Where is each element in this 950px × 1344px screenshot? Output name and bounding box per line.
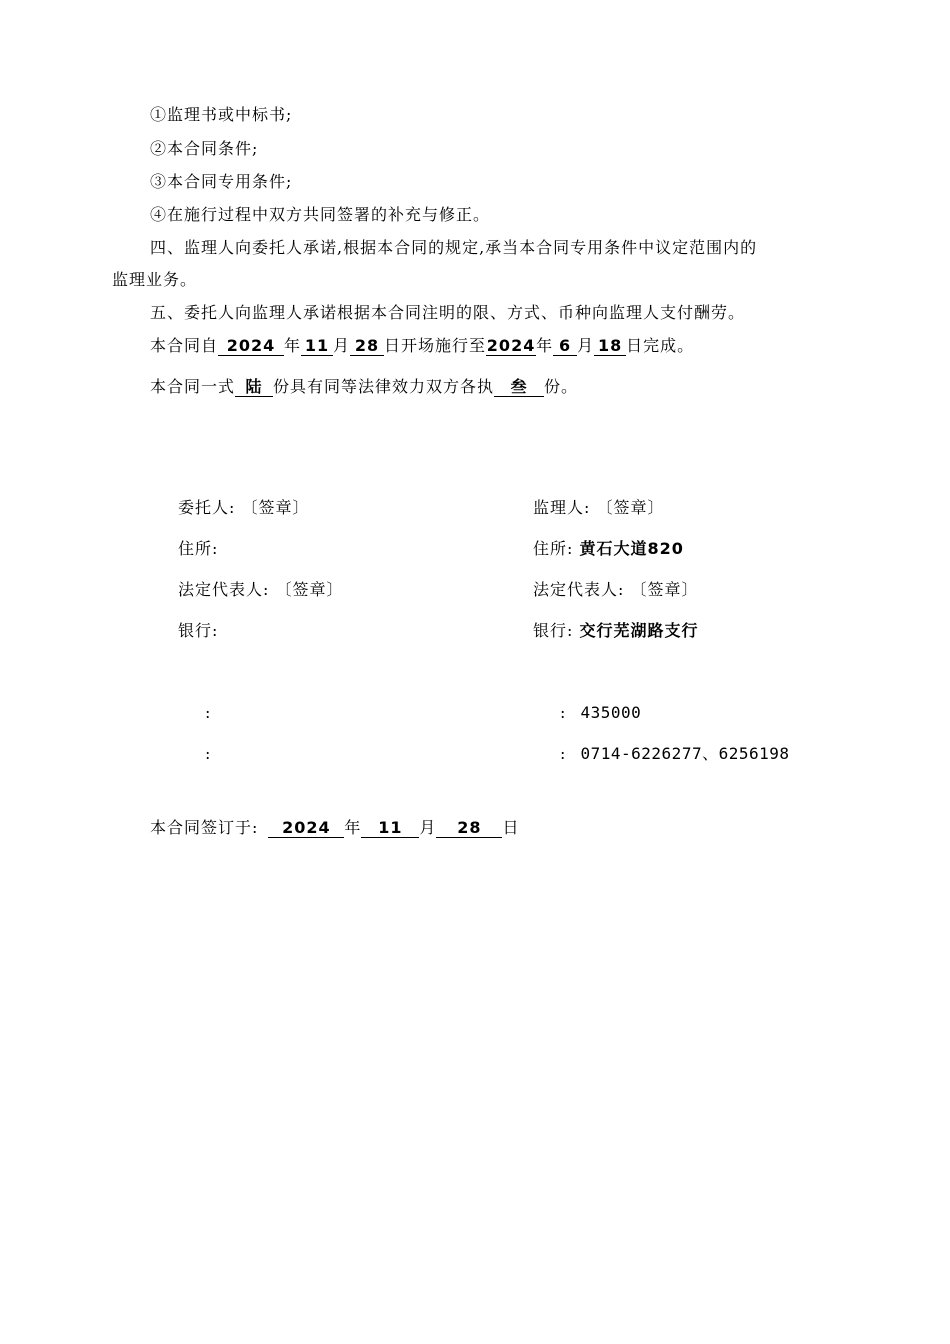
supervisor-signature-label: 监理人: 〔签章〕	[533, 498, 665, 517]
period-start-day: 28	[350, 337, 384, 356]
supervisor-postcode-label: :	[560, 703, 567, 722]
client-postcode-label: :	[205, 703, 212, 722]
copies-each: 叁	[494, 378, 544, 397]
signing-month: 11	[361, 819, 419, 838]
supervisor-bank-value: 交行芜湖路支行	[579, 621, 699, 640]
period-prefix: 本合同自	[150, 336, 219, 355]
signing-day-label: 日	[502, 818, 520, 837]
copies-total: 陆	[235, 378, 273, 397]
clause-4-line-2: 监理业务。	[112, 270, 198, 289]
period-end-month: 6	[553, 337, 577, 356]
supervisor-postcode	[560, 703, 641, 723]
period-year-label: 年	[284, 336, 302, 355]
supervisor-phone	[560, 744, 790, 764]
copies-mid: 份具有同等法律效力双方各执	[273, 377, 495, 396]
signing-day: 28	[436, 819, 502, 838]
supervisor-phone-label: :	[560, 744, 567, 763]
document-item-4: ④在施行过程中双方共同签署的补充与修正。	[150, 205, 491, 224]
period-mid: 日开场施行至	[384, 336, 487, 355]
supervisor-bank	[533, 621, 699, 641]
period-start-year: 2024	[218, 337, 284, 356]
clause-5: 五、委托人向监理人承诺根据本合同注明的限、方式、币种向监理人支付酬劳。	[150, 303, 746, 322]
document-item-2: ②本合同条件;	[150, 139, 259, 158]
client-phone-label: :	[205, 744, 212, 763]
client-rep-label: 法定代表人: 〔签章〕	[178, 580, 344, 599]
copies-suffix: 份。	[544, 377, 579, 396]
period-month-label-2: 月	[577, 336, 595, 355]
period-month-label: 月	[333, 336, 351, 355]
copies-prefix: 本合同一式	[150, 377, 236, 396]
period-start-month: 11	[301, 337, 333, 356]
supervisor-postcode-value: 435000	[580, 703, 642, 722]
supervisor-bank-label: 银行:	[533, 621, 574, 640]
supervisor-rep-label: 法定代表人: 〔签章〕	[533, 580, 699, 599]
client-address-label: 住所:	[178, 539, 219, 558]
supervisor-address-label: 住所:	[533, 539, 574, 558]
contract-copies	[150, 377, 578, 397]
document-item-1: ①监理书或中标书;	[150, 105, 293, 124]
signing-year: 2024	[268, 819, 344, 838]
signing-month-label: 月	[419, 818, 437, 837]
supervisor-phone-value: 0714-6226277、6256198	[580, 744, 790, 763]
period-end-day: 18	[594, 337, 626, 356]
supervisor-address-value: 黄石大道820	[579, 539, 684, 558]
signing-year-label: 年	[344, 818, 362, 837]
period-end-year: 2024	[486, 336, 536, 355]
supervisor-address	[533, 539, 684, 559]
clause-4-line-1: 四、监理人向委托人承诺,根据本合同的规定,承当本合同专用条件中议定范围内的	[150, 238, 758, 257]
period-year-label-2: 年	[536, 336, 554, 355]
contract-period	[150, 336, 694, 356]
signing-prefix: 本合同签订于:	[150, 818, 259, 837]
period-suffix: 日完成。	[626, 336, 695, 355]
signing-date	[150, 818, 519, 838]
client-bank-label: 银行:	[178, 621, 219, 640]
document-item-3: ③本合同专用条件;	[150, 172, 293, 191]
client-signature-label: 委托人: 〔签章〕	[178, 498, 310, 517]
